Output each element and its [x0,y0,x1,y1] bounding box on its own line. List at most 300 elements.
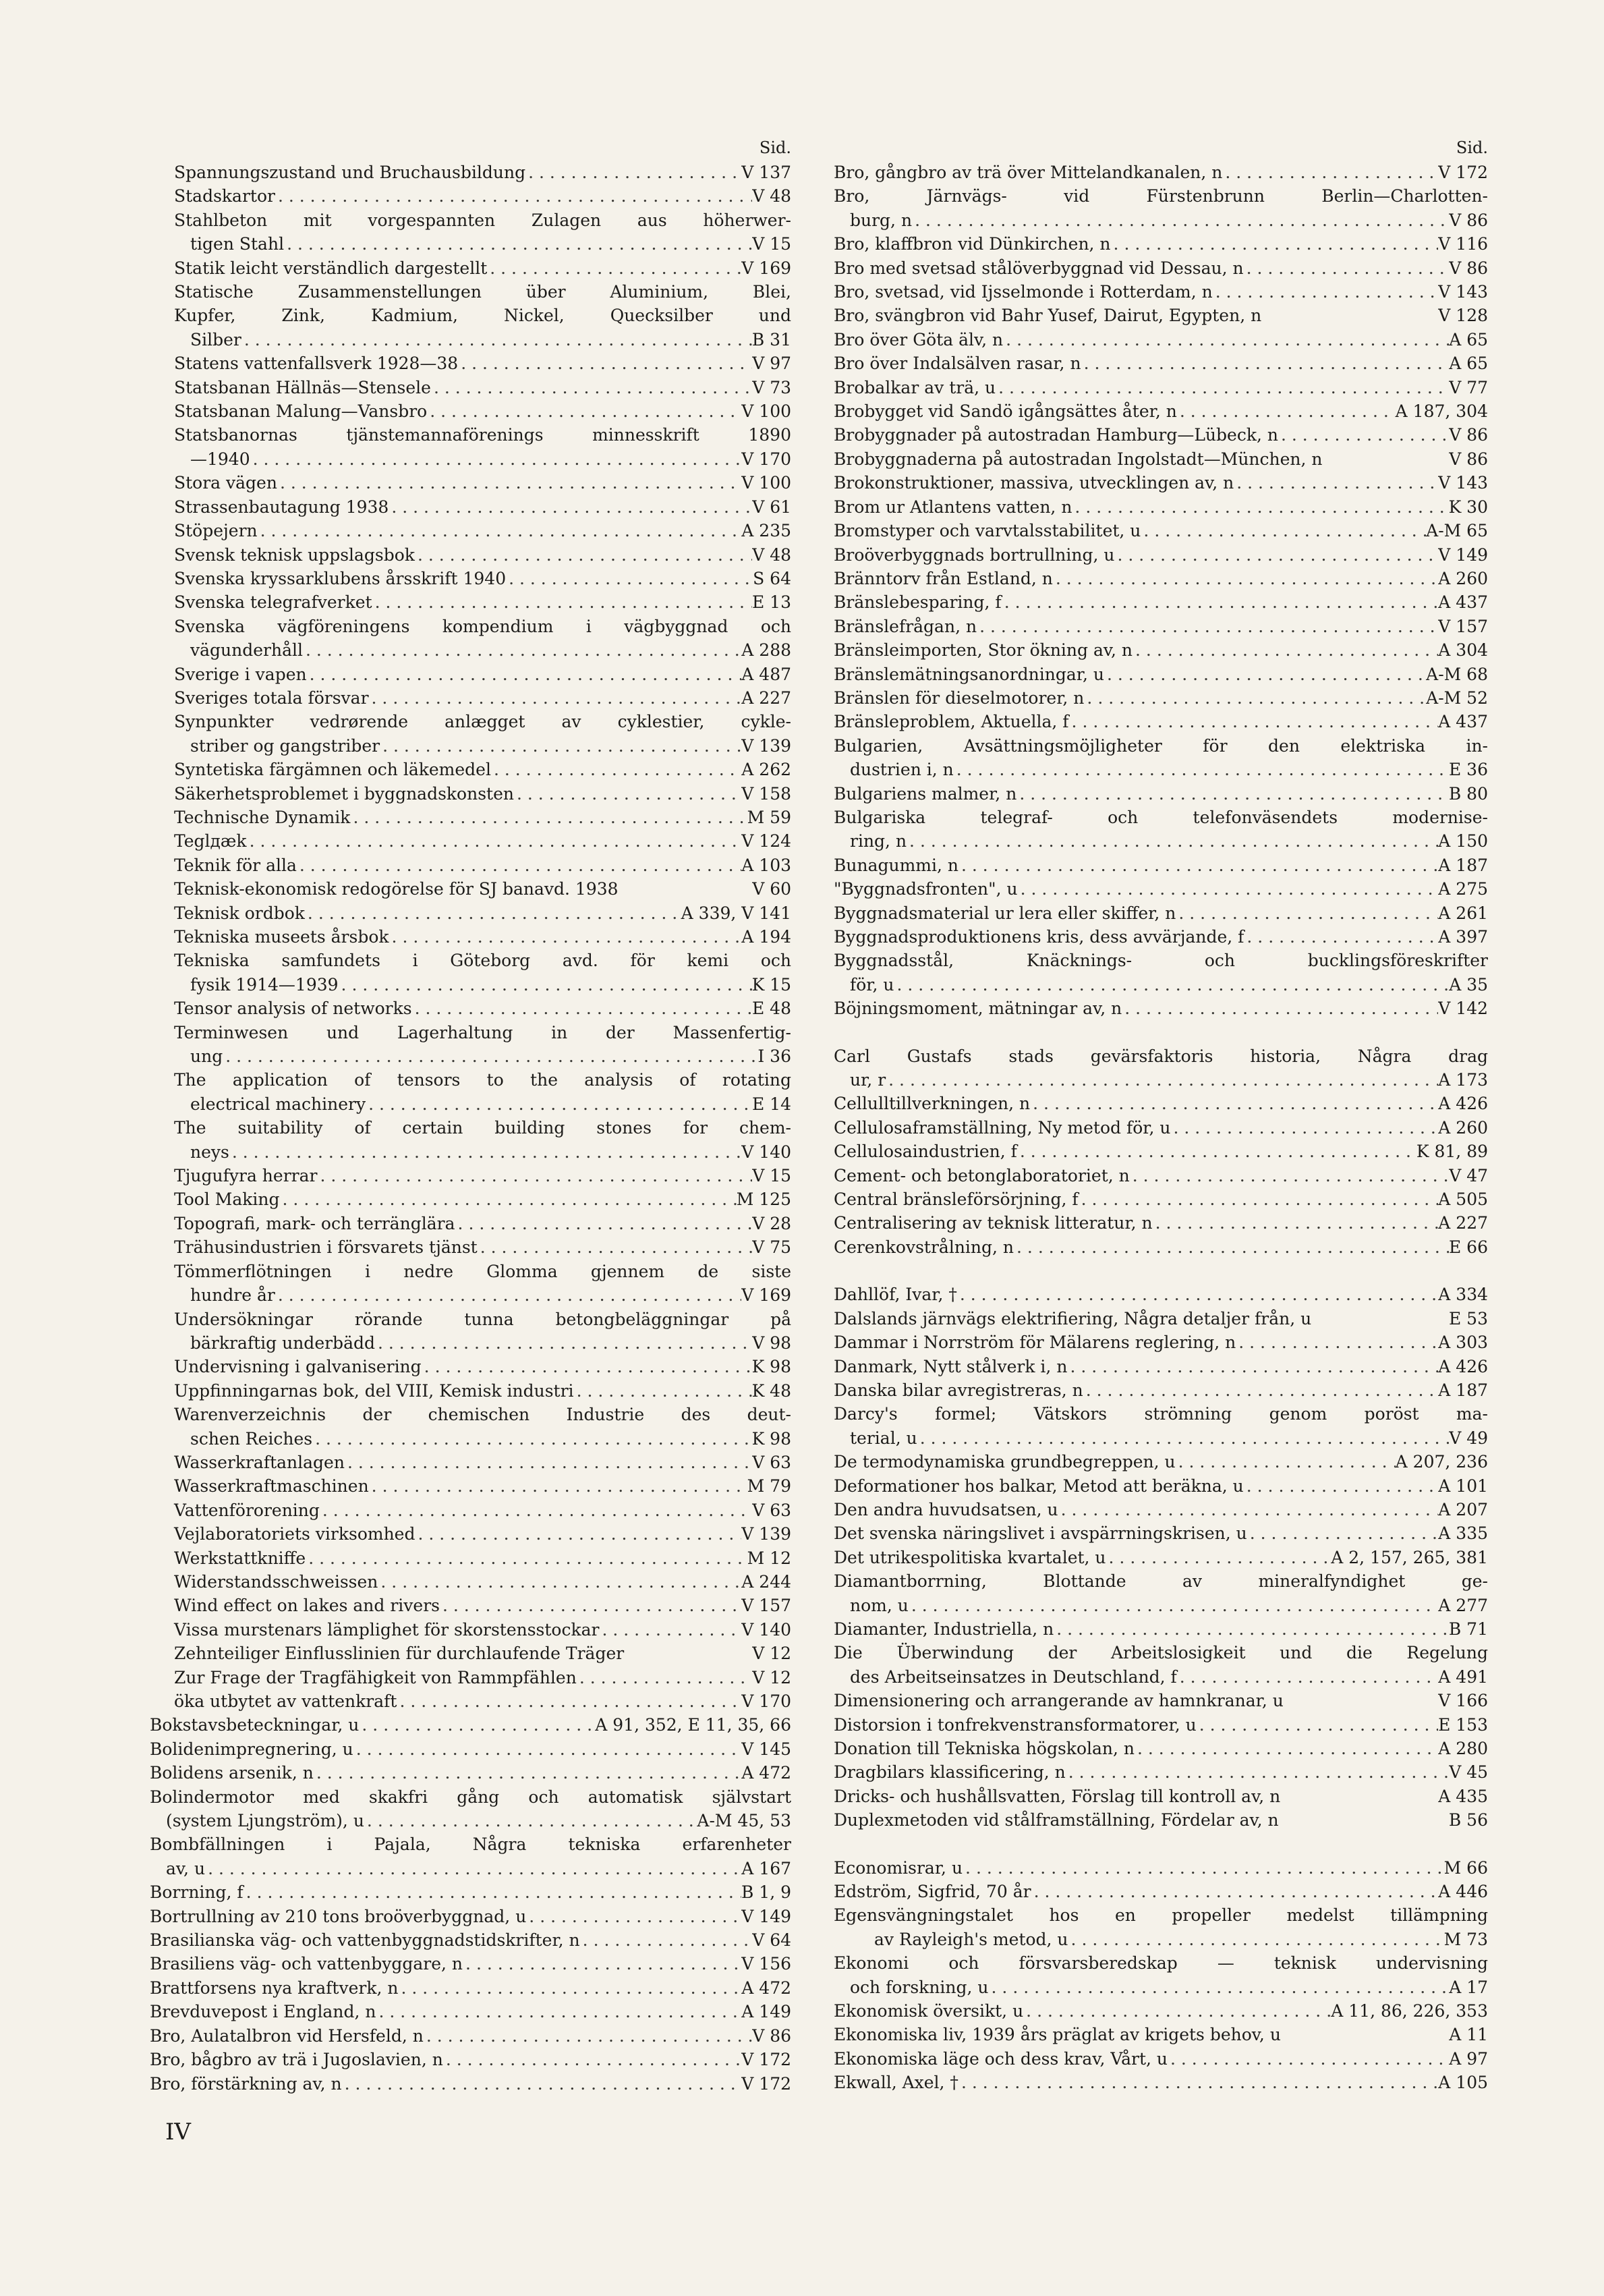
entry-row [174,1092,791,1116]
index-entry [834,1044,1488,1092]
entry-row [174,1331,791,1355]
entry-row [834,829,1488,853]
page-reference: V 172 [741,2050,791,2070]
page-reference: V 124 [741,831,791,851]
leader-dots [1072,495,1448,519]
entry-row [174,853,791,877]
page-reference: V 86 [1449,258,1488,278]
index-entry [150,1713,791,1737]
entry-title: Bränsleimporten, Stor ökning av, n [834,640,1133,661]
index-entry [834,686,1488,710]
entry-title: Dalslands järnvägs elektrifiering, Några detaljer från, u [834,1308,1312,1328]
index-entry [174,1522,791,1546]
entry-row [834,686,1488,710]
entry-title: Statens vattenfallsverk 1928—38 [174,354,459,374]
entry-row [834,1594,1488,1617]
entry-row [174,1522,791,1546]
leader-dots [353,1737,742,1761]
entry-title: Tekniska museets årsbok [174,927,389,947]
entry-row [834,399,1488,423]
leader-dots [375,1331,752,1355]
entry-title: Brokonstruktioner, massiva, utvecklingen av, n [834,473,1234,493]
entry-title: öka utbytet av vattenkraft [174,1691,397,1711]
page-reference: V 15 [752,234,791,254]
page-reference: V 61 [752,497,791,517]
entry-row [174,1187,791,1211]
page-reference: A 207 [1438,1499,1488,1519]
page-reference: A 149 [741,2002,791,2022]
entry-row [174,352,791,375]
index-entry [174,1570,791,1594]
page-reference: V 170 [741,1691,791,1711]
entry-title: electrical machinery [190,1094,366,1114]
leader-dots [954,758,1449,781]
leader-dots [977,615,1438,638]
index-entry [834,615,1488,638]
leader-dots [989,1976,1450,1999]
entry-text-line: Synpunkter vedrørende anlægget av cyklestier, cykle- [174,712,791,732]
entry-title: Centralisering av teknisk litteratur, n [834,1213,1153,1233]
entry-row [150,2024,791,2048]
entry-row [834,1880,1488,1903]
leader-dots [1197,1713,1438,1737]
page-reference: A 260 [1438,1117,1488,1138]
leader-dots [280,1187,737,1211]
entry-row [834,304,1488,327]
entry-row [174,1689,791,1713]
page-reference: A 435 [1438,1786,1488,1806]
page-reference: A 304 [1438,640,1488,661]
entry-title: Cerenkovstrålning, n [834,1237,1014,1257]
leader-dots [1083,1378,1439,1402]
index-entry [834,256,1488,280]
page-reference: V 97 [752,354,791,374]
index-entry [834,471,1488,495]
leader-dots [244,1880,741,1904]
page-reference: A 150 [1438,831,1488,851]
index-entry [834,1140,1488,1163]
leader-dots [1244,1474,1439,1498]
entry-row [834,423,1488,447]
leader-dots [963,1856,1444,1880]
page-reference: A 261 [1438,903,1488,923]
leader-dots [907,829,1438,853]
entry-title: Danmark, Nytt stålverk i, n [834,1356,1068,1376]
page-reference: A 472 [741,1763,791,1783]
leader-dots [376,2000,741,2023]
entry-row [174,232,791,256]
leader-dots [412,997,752,1020]
index-entry [150,1785,791,1833]
index-entry [174,853,791,877]
page-reference: V 116 [1438,234,1488,254]
leader-dots [600,1618,742,1642]
index-entry [834,925,1488,949]
entry-row [174,399,791,423]
entry-row [834,2023,1488,2046]
index-entry [834,1903,1488,1951]
index-entry [834,734,1488,782]
entry-row [174,1044,791,1068]
entry-row [174,328,791,352]
leader-dots [339,973,752,997]
entry-row [834,1092,1488,1115]
page-reference: A 97 [1449,2048,1488,2069]
leader-dots [1130,1164,1449,1187]
entry-title: ur, r [850,1070,886,1090]
page-reference: A 227 [1438,1213,1488,1233]
index-entry [834,184,1488,232]
entry-title: Brobygget vid Sandö igångsättes åter, n [834,401,1177,422]
index-entry [174,925,791,949]
page-reference: V 166 [1438,1691,1488,1711]
leader-dots [455,1212,753,1235]
leader-dots [359,1713,595,1737]
index-entry [174,1451,791,1474]
index-entry [174,1021,791,1069]
page-reference: I 36 [757,1046,791,1067]
page-reference: V 73 [752,377,791,397]
entry-row [174,1618,791,1642]
leader-dots [369,686,742,710]
page-reference: V 143 [1438,473,1488,493]
index-entry [834,1283,1488,1306]
entry-title: Bränsleproblem, Aktuella, f [834,712,1069,732]
entry-row [174,376,791,399]
entry-text-line: Tekniska samfundets i Göteborg avd. för kemi och [174,951,791,971]
index-entry [834,1713,1488,1737]
entry-title: Borrning, f [150,1882,244,1903]
entry-row [150,2072,791,2096]
entry-title: Bränslemätningsanordningar, u [834,664,1104,684]
index-entry [834,1808,1488,1832]
entry-title: Vejlaboratoriets virksomhed [174,1524,416,1544]
page-reference: A 103 [741,855,791,875]
leader-dots [1106,1546,1331,1569]
entry-title: Widerstandsschweissen [174,1571,378,1592]
leader-dots [1213,280,1439,304]
index-entry [174,376,791,399]
leader-dots [1244,925,1438,949]
entry-title: Brobyggnader på autostradan Hamburg—Lübeck, n [834,425,1278,445]
page-reference: V 139 [741,1524,791,1544]
index-column-left [150,135,791,2096]
entry-row [834,1331,1488,1354]
page-reference: V 45 [1449,1762,1488,1783]
entry-title: Edström, Sigfrid, 70 år [834,1882,1031,1902]
page-reference: M 59 [747,807,791,827]
page-reference: A 426 [1438,1094,1488,1114]
leader-dots [1084,686,1426,710]
index-entry [834,710,1488,733]
index-entry [834,423,1488,447]
leader-dots [957,1283,1438,1306]
entry-title: Statik leicht verständlich dargestellt [174,258,488,278]
page-reference: M 125 [736,1189,791,1210]
entry-title: hundre år [190,1285,275,1306]
entry-row [834,1617,1488,1641]
leader-dots [909,1594,1438,1617]
entry-row [834,1737,1488,1760]
entry-title: Bränslefrågan, n [834,616,977,636]
entry-title: Bokstavsbeteckningar, u [150,1715,360,1735]
page-reference: A 491 [1438,1667,1488,1687]
leader-dots [1067,1355,1438,1378]
entry-row [174,447,791,471]
entry-text-line: Bolindermotor med skakfri gång och automatisk självstart [150,1787,791,1807]
leader-dots [1133,638,1438,662]
entry-title: Stadskartor [174,186,275,206]
entry-row [174,1499,791,1522]
leader-dots [366,1092,752,1116]
entry-title: Säkerhetsproblemet i byggnadskonsten [174,783,514,804]
entry-row [174,471,791,495]
entry-row [834,1164,1488,1187]
index-entry [834,782,1488,806]
entry-row [834,1689,1488,1712]
entry-row [834,1140,1488,1163]
entry-title: Economisrar, u [834,1857,963,1878]
entry-title: Topografi, mark- och terränglära [174,1213,455,1233]
entry-title: Bromstyper och varvtalsstabilitet, u [834,521,1141,541]
entry-title: Böjningsmoment, mätningar av, n [834,999,1122,1019]
entry-row [834,901,1488,925]
index-entry [174,1499,791,1522]
leader-dots [342,2072,742,2096]
entry-text-line: Statische Zusammenstellungen über Aluminium, Blei, [174,282,791,302]
leader-dots [320,1499,752,1522]
page-reference: A 260 [1438,568,1488,588]
entry-text-line: Byggnadsstål, Knäcknings- och bucklingsföreskrifter [834,951,1488,971]
page-reference: A 262 [741,760,791,780]
index-entry [834,1474,1488,1498]
entry-row [174,1427,791,1451]
leader-dots [580,1928,753,1952]
entry-title: Brasilianska väg- och vattenbyggnadstidskrifter, n [150,1930,580,1951]
entry-title: Dahllöf, Ivar, † [834,1285,957,1305]
entry-row [834,208,1488,232]
leader-dots [1031,1880,1439,1903]
leader-dots [317,1164,752,1187]
leader-dots [525,161,741,184]
entry-row [150,2000,791,2023]
entry-row [834,1235,1488,1259]
page-reference: M 79 [747,1476,791,1496]
entry-row [834,853,1488,877]
entry-row [834,758,1488,781]
entry-title: Brobyggnaderna på autostradan Ingolstadt—München, n [834,449,1323,469]
index-entry [834,1211,1488,1235]
leader-dots [478,1235,752,1259]
leader-dots [577,1666,752,1689]
leader-dots [1018,877,1439,901]
page-reference: V 60 [752,879,791,899]
entry-row [174,161,791,184]
entry-row [174,519,791,542]
index-entry [834,1737,1488,1760]
leader-dots [1247,1521,1439,1545]
entry-row [834,161,1488,184]
page-reference: A 335 [1438,1523,1488,1544]
entry-text-line: Tömmerflötningen i nedre Glomma gjennem de siste [174,1261,791,1281]
leader-dots [241,328,752,352]
entry-title: Bro, gångbro av trä över Mittelandkanalen, n [834,163,1223,182]
page-reference: M 73 [1443,1929,1488,1949]
entry-title: Cellulosaframställning, Ny metod för, u [834,1117,1171,1138]
index-entry [834,1785,1488,1808]
entry-row [174,782,791,806]
leader-dots [312,1427,751,1451]
entry-row [174,590,791,614]
entry-title: Stora vägen [174,473,277,493]
leader-dots [378,1570,741,1594]
page-reference: A-M 68 [1426,664,1488,684]
leader-dots [306,1546,747,1570]
entry-row [150,1928,791,1952]
leader-dots [1244,256,1450,280]
entry-title: Vissa murstenars lämplighet för skorstensstockar [174,1619,600,1640]
entry-row [174,1283,791,1307]
leader-dots [424,2024,752,2048]
leader-dots [422,1355,752,1378]
leader-dots [996,376,1449,399]
entry-row [834,2047,1488,2071]
index-entry [174,949,791,997]
index-entry [174,543,791,567]
leader-dots [1115,543,1439,567]
leader-dots [440,1594,741,1617]
index-entry [834,1999,1488,2023]
entry-row [834,256,1488,280]
entry-row [174,1212,791,1235]
page-reference: A 227 [741,688,791,708]
entry-title: Statsbanan Malung—Vansbro [174,401,428,422]
leader-dots [443,2048,741,2071]
entry-title: Vattenförorening [174,1500,320,1520]
page-reference: A 187, 304 [1395,401,1488,422]
leader-dots [303,638,741,662]
leader-dots [398,1976,741,2000]
leader-dots [487,256,741,280]
index-entry [834,1546,1488,1569]
index-entry [834,2023,1488,2046]
entry-row [834,376,1488,399]
index-entry [834,877,1488,901]
page-reference: V 170 [741,449,791,469]
entry-row [174,1355,791,1378]
entry-title: Byggnadsproduktionens kris, dess avvärjande, f [834,927,1244,947]
page-reference: V 149 [1438,544,1488,565]
entry-row [834,1546,1488,1569]
page-reference: V 28 [752,1213,791,1233]
page-reference: A 397 [1438,927,1488,947]
entry-row [834,1808,1488,1832]
index-entry [150,1832,791,1880]
leader-dots [397,1689,741,1713]
entry-title: Technische Dynamik [174,807,351,827]
entry-title: för, u [850,974,894,995]
page-reference: A 2, 157, 265, 381 [1331,1547,1488,1567]
entry-title: Donation till Tekniska högskolan, n [834,1739,1135,1758]
index-entry [174,877,791,901]
leader-dots [1023,1999,1331,2023]
index-entry [834,1617,1488,1641]
index-entry [174,1474,791,1498]
page-reference: A 437 [1438,712,1488,732]
entry-row [150,1713,791,1737]
entry-title: Bro, Aulatalbron vid Hersfeld, n [150,2025,424,2046]
entry-title: Dimensionering och arrangerande av hamnkranar, u [834,1691,1284,1711]
leader-dots [958,2071,1438,2094]
entry-row [834,1116,1488,1140]
entry-row [174,1164,791,1187]
index-entry [834,2047,1488,2071]
entry-row [834,1068,1488,1092]
entry-title: Spannungszustand und Bruchausbildung [174,163,526,182]
page-reference: V 156 [741,1954,791,1974]
page-number: IV [165,2119,191,2146]
leader-dots [415,543,752,567]
entry-row [834,1521,1488,1545]
entry-title: Sverige i vapen [174,664,307,684]
entry-row [174,663,791,686]
entry-text-line: Kupfer, Zink, Kadmium, Nickel, Quecksilber und [174,306,791,326]
entry-title: Bränntorv från Estland, n [834,568,1053,588]
index-entry [834,1689,1488,1712]
leader-dots [912,208,1449,232]
index-entry [834,161,1488,184]
page-reference: A 426 [1438,1356,1488,1376]
leader-dots [458,352,752,375]
entry-title: Dricks- och hushållsvatten, Förslag till kontroll av, n [834,1786,1281,1806]
index-entry [834,1307,1488,1331]
page-reference: A-M 65 [1426,521,1488,541]
entry-title: Trähusindustrien i försvarets tjänst [174,1237,478,1258]
index-entry [834,590,1488,614]
index-entry [834,997,1488,1020]
index-entry [174,758,791,781]
leader-dots [1104,663,1426,686]
entry-row [150,1857,791,1880]
page-reference: K 15 [751,974,791,995]
page-reference: V 75 [752,1237,791,1258]
entry-row [834,1355,1488,1378]
index-entry [150,1976,791,2000]
entry-row [174,1474,791,1498]
entry-row [834,471,1488,495]
leader-dots [1170,1116,1438,1140]
entry-title: Bränslen för dieselmotorer, n [834,688,1085,708]
entry-title: Bro med svetsad stålöverbyggnad vid Dessau, n [834,258,1244,278]
index-entry [834,1164,1488,1187]
leader-dots [275,184,752,208]
entry-row [174,567,791,590]
leader-dots [1278,423,1449,447]
leader-dots [894,973,1450,997]
entry-title: Undervisning i galvanisering [174,1357,422,1377]
index-entry [174,997,791,1020]
index-entry [834,543,1488,567]
entry-title: av Rayleigh's metod, u [874,1929,1068,1949]
entry-row [174,543,791,567]
entries [150,161,791,2096]
entry-row [174,1570,791,1594]
leader-dots [372,590,752,614]
entry-row [834,1283,1488,1306]
index-entry [174,782,791,806]
index-entry [834,638,1488,662]
page-reference: A 65 [1449,354,1488,374]
